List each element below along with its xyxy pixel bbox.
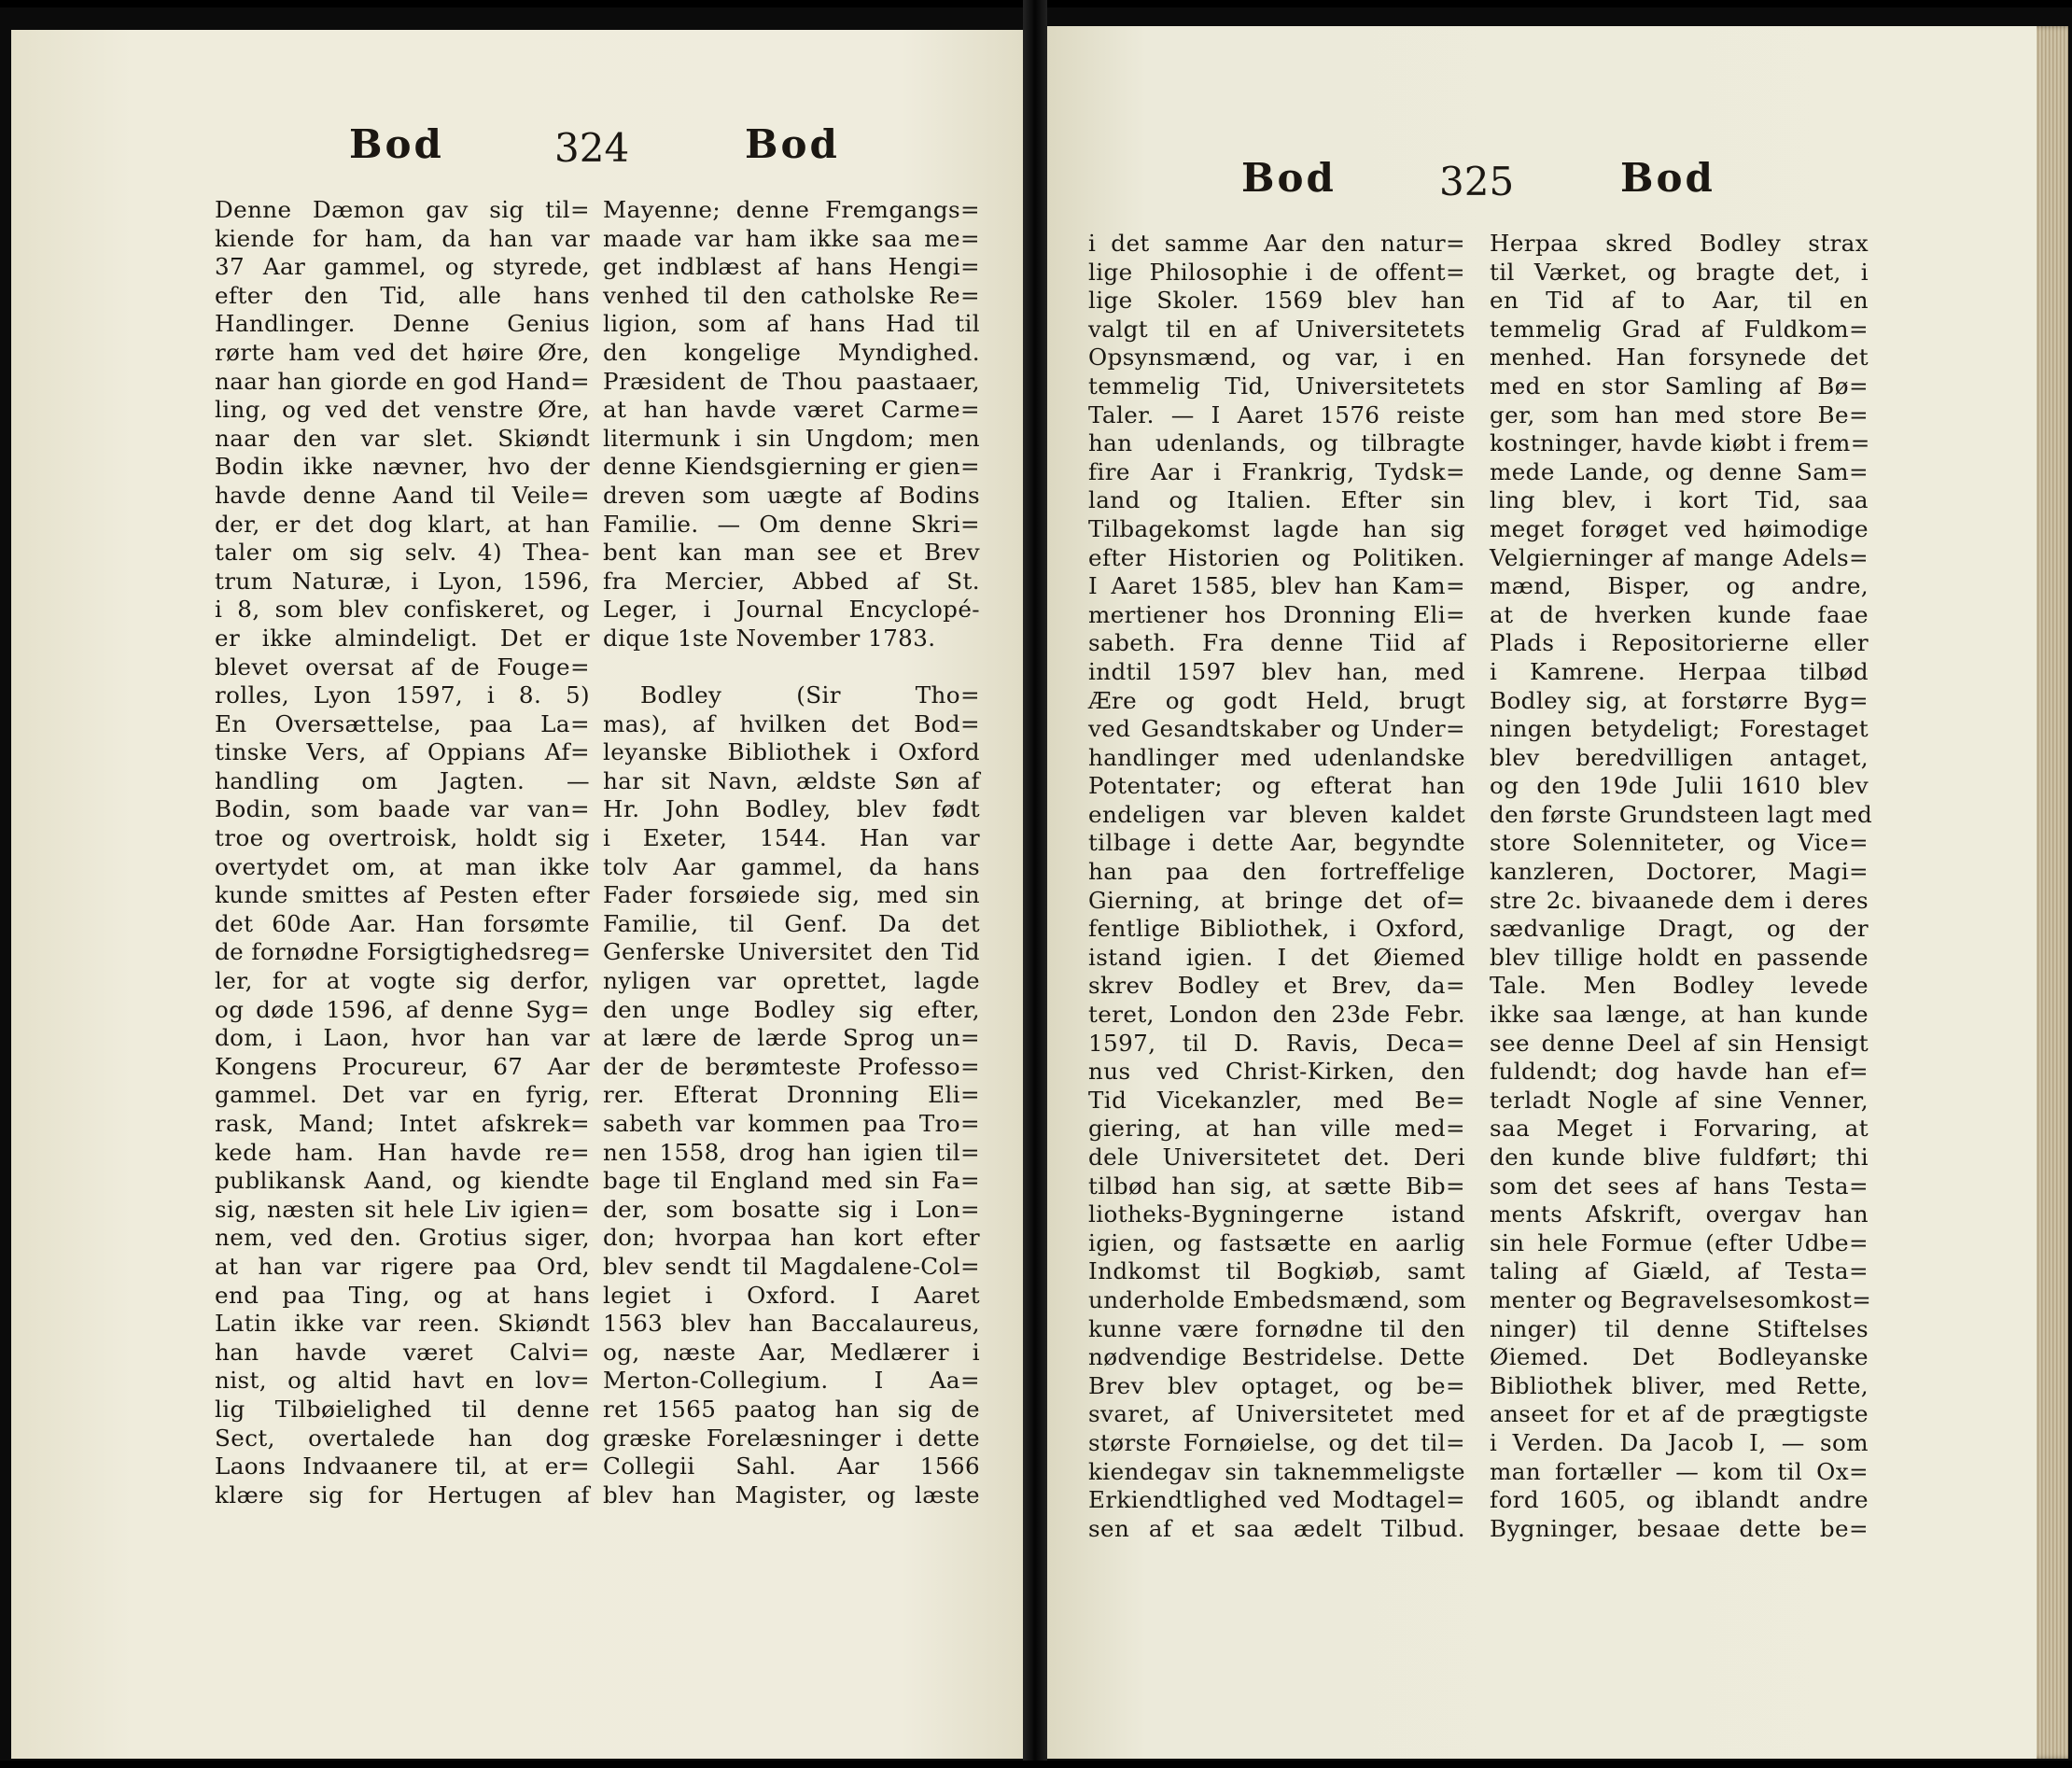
text-line: rer. Efterat Dronning Eli= [603, 1081, 980, 1109]
text-line: i Exeter, 1544. Han var [603, 824, 980, 852]
text-line: ikke saa længe, at han kunde [1490, 1001, 1869, 1029]
text-line: mas), af hvilken det Bod= [603, 709, 980, 737]
text-line: sig, næsten sit hele Liv igien= [215, 1195, 590, 1223]
text-line: handling om Jagten. — [215, 766, 590, 794]
text-line: kunde smittes af Pesten efter [215, 881, 590, 909]
text-line: som det sees af hans Testa= [1490, 1172, 1869, 1200]
text-line: Gierning, at bringe det of= [1088, 886, 1465, 914]
text-line: saa Meget i Forvaring, at [1490, 1115, 1869, 1143]
text-line: temmelig Grad af Fuldkom= [1490, 315, 1869, 343]
text-line: get indblæst af hans Hengi= [603, 253, 980, 281]
text-line: Opsynsmænd, og var, i en [1088, 344, 1465, 372]
text-line: mertiener hos Dronning Eli= [1088, 600, 1465, 628]
text-line: der, er det dog klart, at han [215, 510, 590, 538]
text-line: sabeth var kommen paa Tro= [603, 1110, 980, 1137]
text-line: rørte ham ved det høire Øre, [215, 338, 590, 366]
text-line: ler, for at vogte sig derfor, [215, 967, 590, 995]
text-line: trum Naturæ, i Lyon, 1596, [215, 567, 590, 595]
text-line: Handlinger. Denne Genius [215, 310, 590, 338]
text-line: istand igien. I det Øiemed [1088, 943, 1465, 971]
text-line [603, 653, 980, 682]
text-line: ningen betydeligt; Forestaget [1490, 715, 1869, 743]
text-line: blev sendt til Magdalene-Col= [603, 1252, 980, 1280]
text-line: leyanske Bibliothek i Oxford [603, 738, 980, 766]
text-line: tilbage i dette Aar, begyndte [1088, 829, 1465, 857]
text-line: kunne være fornødne til den [1088, 1314, 1465, 1342]
text-line: og den 19de Julii 1610 blev [1490, 772, 1869, 800]
text-line: mede Lande, og denne Sam= [1490, 457, 1869, 485]
scan-border-bottom [0, 1761, 2072, 1768]
text-line: og døde 1596, af denne Syg= [215, 995, 590, 1023]
text-line: sin hele Formue (efter Udbe= [1490, 1228, 1869, 1256]
text-line: Taler. — I Aaret 1576 reiste [1088, 400, 1465, 428]
text-line: Familie, til Genf. Da det [603, 909, 980, 937]
text-line: bent kan man see et Brev [603, 539, 980, 567]
text-line: Tilbagekomst lagde han sig [1088, 514, 1465, 542]
text-line: menter og Begravelsesomkost= [1490, 1285, 1872, 1313]
text-line: fuldendt; dog havde han ef= [1490, 1058, 1869, 1086]
text-line: i Kamrene. Herpaa tilbød [1490, 657, 1869, 685]
text-line: Bygninger, besaae dette be= [1490, 1514, 1869, 1542]
text-line: 37 Aar gammel, og styrede, [215, 253, 590, 281]
running-head-left: Bod [1241, 155, 1337, 201]
text-column-right [1490, 230, 1873, 1543]
text-line: land og Italien. Efter sin [1088, 486, 1465, 514]
text-line: temmelig Tid, Universitetets [1088, 372, 1465, 400]
text-line: underholde Embedsmænd, som [1088, 1285, 1467, 1313]
text-line: see denne Deel af sin Hensigt [1490, 1029, 1869, 1057]
text-line: naar den var slet. Skiøndt [215, 424, 590, 452]
text-line: menhed. Han forsynede det [1490, 344, 1869, 372]
text-line: stre 2c. bivaanede dem i deres [1490, 886, 1869, 914]
running-head-right: Bod [1620, 155, 1715, 201]
text-line: Fader forsøiede sig, med sin [603, 881, 980, 909]
text-line: rask, Mand; Intet afskrek= [215, 1110, 590, 1137]
text-line: liotheks-Bygningerne istand [1088, 1200, 1465, 1228]
text-line: det 60de Aar. Han forsømte [215, 909, 590, 937]
text-line: en Tid af to Aar, til en [1490, 287, 1869, 315]
text-line: i det samme Aar den natur= [1088, 230, 1465, 257]
text-line: litermunk i sin Ungdom; men [603, 424, 980, 452]
text-line: venhed til den catholske Re= [603, 281, 980, 309]
text-line: de fornødne Forsigtighedsreg= [215, 938, 592, 966]
text-line: overtydet om, at man ikke [215, 852, 590, 880]
text-line: Velgierninger af mange Adels= [1490, 543, 1869, 571]
text-line: han paa den fortreffelige [1088, 858, 1465, 886]
text-line: maade var ham ikke saa me= [603, 224, 980, 252]
text-line: i 8, som blev confiskeret, og [215, 596, 590, 624]
text-line: En Oversættelse, paa La= [215, 709, 590, 737]
text-line: Mayenne; denne Fremgangs= [603, 196, 980, 223]
text-line: ligion, som af hans Had til [603, 310, 980, 338]
text-line: bage til England med sin Fa= [603, 1167, 980, 1195]
text-line: valgt til en af Universitetets [1088, 315, 1465, 343]
text-line: Kongens Procureur, 67 Aar [215, 1052, 590, 1080]
text-line: han udenlands, og tilbragte [1088, 429, 1465, 457]
text-line: endeligen var bleven kaldet [1088, 800, 1465, 828]
text-line: efter Historien og Politiken. [1088, 543, 1465, 571]
text-line: I Aaret 1585, blev han Kam= [1088, 572, 1465, 600]
text-line: at han havde været Carme= [603, 396, 980, 424]
text-line: nist, og altid havt en lov= [215, 1367, 590, 1395]
text-line: Denne Dæmon gav sig til= [215, 196, 590, 223]
text-line: ments Afskrift, overgav han [1490, 1200, 1869, 1228]
text-line: Plads i Repositorierne eller [1490, 629, 1869, 657]
running-head-right: Bod [745, 121, 840, 167]
text-line: Præsident de Thou paastaaer, [603, 367, 980, 395]
page-number: 325 [1439, 159, 1515, 204]
text-line: mænd, Bisper, og andre, [1490, 572, 1869, 600]
text-line: fire Aar i Frankrig, Tydsk= [1088, 457, 1465, 485]
text-line: Tid Vicekanzler, med Be= [1088, 1086, 1465, 1114]
text-line: lige Philosophie i de offent= [1088, 258, 1465, 286]
text-line: efter den Tid, alle hans [215, 281, 590, 309]
text-line: troe og overtroisk, holdt sig [215, 824, 590, 852]
text-line: Øiemed. Det Bodleyanske [1490, 1343, 1869, 1371]
text-line: havde denne Aand til Veile= [215, 481, 590, 509]
text-line: Genferske Universitet den Tid [603, 938, 980, 966]
text-column-left [215, 196, 590, 1509]
text-line: har sit Navn, ældste Søn af [603, 766, 980, 794]
text-line: legiet i Oxford. I Aaret [603, 1281, 980, 1309]
text-line: blev han Magister, og læste [603, 1480, 980, 1508]
text-line: Tale. Men Bodley levede [1490, 972, 1869, 1000]
text-line: 1563 blev han Baccalaureus, [603, 1310, 980, 1338]
text-line: tilbød han sig, at sætte Bib= [1088, 1172, 1465, 1200]
text-line: klære sig for Hertugen af [215, 1480, 590, 1508]
page-number: 324 [554, 125, 630, 171]
text-line: nem, ved den. Grotius siger, [215, 1224, 590, 1252]
book-gutter [1023, 0, 1047, 1768]
text-line: Bodin ikke nævner, hvo der [215, 453, 590, 481]
text-line: Familie. — Om denne Skri= [603, 510, 980, 538]
text-line: Bodin, som baade var van= [215, 795, 590, 823]
text-line: den kunde blive fuldført; thi [1490, 1144, 1869, 1171]
text-line: at lære de lærde Sprog un= [603, 1024, 980, 1052]
text-line: Bibliothek bliver, med Rette, [1490, 1371, 1869, 1399]
text-line: dreven som uægte af Bodins [603, 481, 980, 509]
text-line: Indkomst til Bogkiøb, samt [1088, 1257, 1465, 1285]
text-line: ninger) til denne Stiftelses [1490, 1314, 1869, 1342]
text-line: græske Forelæsninger i dette [603, 1424, 980, 1452]
text-line: der, som bosatte sig i Lon= [603, 1195, 980, 1223]
text-line: don; hvorpaa han kort efter [603, 1224, 980, 1252]
text-line: Bodley (Sir Tho= [640, 681, 980, 709]
running-head-left: Bod [349, 121, 444, 167]
text-line: Collegii Sahl. Aar 1566 [603, 1452, 980, 1480]
text-line: taling af Giæld, af Testa= [1490, 1257, 1869, 1285]
text-line: Bodley sig, at forstørre Byg= [1490, 686, 1869, 714]
text-line: Merton-Collegium. I Aa= [603, 1367, 980, 1395]
text-line: Brev blev optaget, og be= [1088, 1371, 1465, 1399]
text-line: Erkiendtlighed ved Modtagel= [1088, 1486, 1465, 1514]
text-line: Hr. John Bodley, blev født [603, 795, 980, 823]
text-line: at han var rigere paa Ord, [215, 1252, 590, 1280]
text-line: Laons Indvaanere til, at er= [215, 1452, 590, 1480]
text-line: nyligen var oprettet, lagde [603, 967, 980, 995]
text-line: nen 1558, drog han igien til= [603, 1138, 980, 1166]
text-line: ling blev, i kort Tid, saa [1490, 486, 1869, 514]
text-line: meget forøget ved høimodige [1490, 514, 1869, 542]
text-line: tolv Aar gammel, da hans [603, 852, 980, 880]
text-line: Leger, i Journal Encyclopé- [603, 596, 980, 624]
text-line: er ikke almindeligt. Det er [215, 624, 590, 652]
text-line: der de berømteste Professo= [603, 1052, 980, 1080]
text-line: kiendegav sin taknemmeligste [1088, 1457, 1465, 1485]
text-line: Latin ikke var reen. Skiøndt [215, 1310, 590, 1338]
text-line: terladt Nogle af sine Venner, [1490, 1086, 1869, 1114]
text-line: teret, London den 23de Febr. [1088, 1001, 1465, 1029]
left-page [11, 30, 1023, 1759]
text-line: svaret, af Universitetet med [1088, 1400, 1465, 1428]
text-line: lige Skoler. 1569 blev han [1088, 287, 1465, 315]
text-line: sædvanlige Dragt, og der [1490, 915, 1869, 943]
text-line: den unge Bodley sig efter, [603, 995, 980, 1023]
text-line: kede ham. Han havde re= [215, 1138, 590, 1166]
text-line: taler om sig selv. 4) Thea- [215, 539, 590, 567]
text-line: fentlige Bibliothek, i Oxford, [1088, 915, 1465, 943]
text-line: den kongelige Myndighed. [603, 338, 980, 366]
text-line: den første Grundsteen lagt med [1490, 800, 1873, 828]
text-line: tinske Vers, af Oppians Af= [215, 738, 590, 766]
text-line: nus ved Christ-Kirken, den [1088, 1058, 1465, 1086]
text-line: giering, at han ville med= [1088, 1115, 1465, 1143]
text-line: lig Tilbøielighed til denne [215, 1395, 590, 1423]
text-line: handlinger med udenlandske [1088, 743, 1465, 771]
text-line: blev beredvilligen antaget, [1490, 743, 1869, 771]
text-line: ger, som han med store Be= [1490, 400, 1869, 428]
text-line: 1597, til D. Ravis, Deca= [1088, 1029, 1465, 1057]
text-line: kiende for ham, da han var [215, 224, 590, 252]
text-column-left [1088, 230, 1465, 1543]
text-line: anseet for et af de prægtigste [1490, 1400, 1869, 1428]
text-line: end paa Ting, og at hans [215, 1281, 590, 1309]
text-line: igien, og fastsætte en aarlig [1088, 1228, 1465, 1256]
text-line: at de hverken kunde faae [1490, 600, 1869, 628]
text-line: i Verden. Da Jacob I, — som [1490, 1428, 1869, 1456]
text-line: naar han giorde en god Hand= [215, 367, 590, 395]
text-line: man fortæller — kom til Ox= [1490, 1457, 1869, 1485]
text-line: skrev Bodley et Brev, da= [1088, 972, 1465, 1000]
text-line: ling, og ved det venstre Øre, [215, 396, 590, 424]
text-line: nødvendige Bestridelse. Dette [1088, 1343, 1465, 1371]
text-line: Potentater; og efterat han [1088, 772, 1465, 800]
right-page [1047, 26, 2037, 1759]
text-line: og, næste Aar, Medlærer i [603, 1338, 980, 1366]
text-line: sabeth. Fra denne Tiid af [1088, 629, 1465, 657]
text-line: dique 1ste November 1783. [603, 624, 936, 652]
text-line: blevet oversat af de Fouge= [215, 652, 590, 681]
text-line: Ære og godt Held, brugt [1088, 686, 1465, 714]
text-line: største Fornøielse, og det til= [1088, 1428, 1465, 1456]
text-line: blev tillige holdt en passende [1490, 943, 1869, 971]
text-line: store Solenniteter, og Vice= [1490, 829, 1869, 857]
text-line: gammel. Det var en fyrig, [215, 1081, 590, 1109]
text-line: denne Kiendsgierning er gien= [603, 453, 980, 481]
text-column-right [603, 196, 980, 1509]
text-line: til Værket, og bragte det, i [1490, 258, 1869, 286]
text-line: indtil 1597 blev han, med [1088, 657, 1465, 685]
text-line: ret 1565 paatog han sig de [603, 1395, 980, 1423]
text-line: Herpaa skred Bodley strax [1490, 230, 1869, 257]
text-line: han havde været Calvi= [215, 1338, 590, 1366]
text-line: ved Gesandtskaber og Under= [1088, 715, 1465, 743]
text-line: kostninger, havde kiøbt i frem= [1490, 429, 1870, 457]
text-line: med en stor Samling af Bø= [1490, 372, 1869, 400]
text-line: dele Universitetet det. Deri [1088, 1144, 1465, 1171]
text-line: publikansk Aand, og kiendte [215, 1167, 590, 1195]
text-line: kanzleren, Doctorer, Magi= [1490, 858, 1869, 886]
text-line: Sect, overtalede han dog [215, 1424, 590, 1452]
text-line: rolles, Lyon 1597, i 8. 5) [215, 681, 590, 709]
text-line: dom, i Laon, hvor han var [215, 1024, 590, 1052]
text-line: sen af et saa ædelt Tilbud. [1088, 1514, 1465, 1542]
text-line: ford 1605, og iblandt andre [1490, 1486, 1869, 1514]
text-line: fra Mercier, Abbed af St. [603, 567, 980, 595]
